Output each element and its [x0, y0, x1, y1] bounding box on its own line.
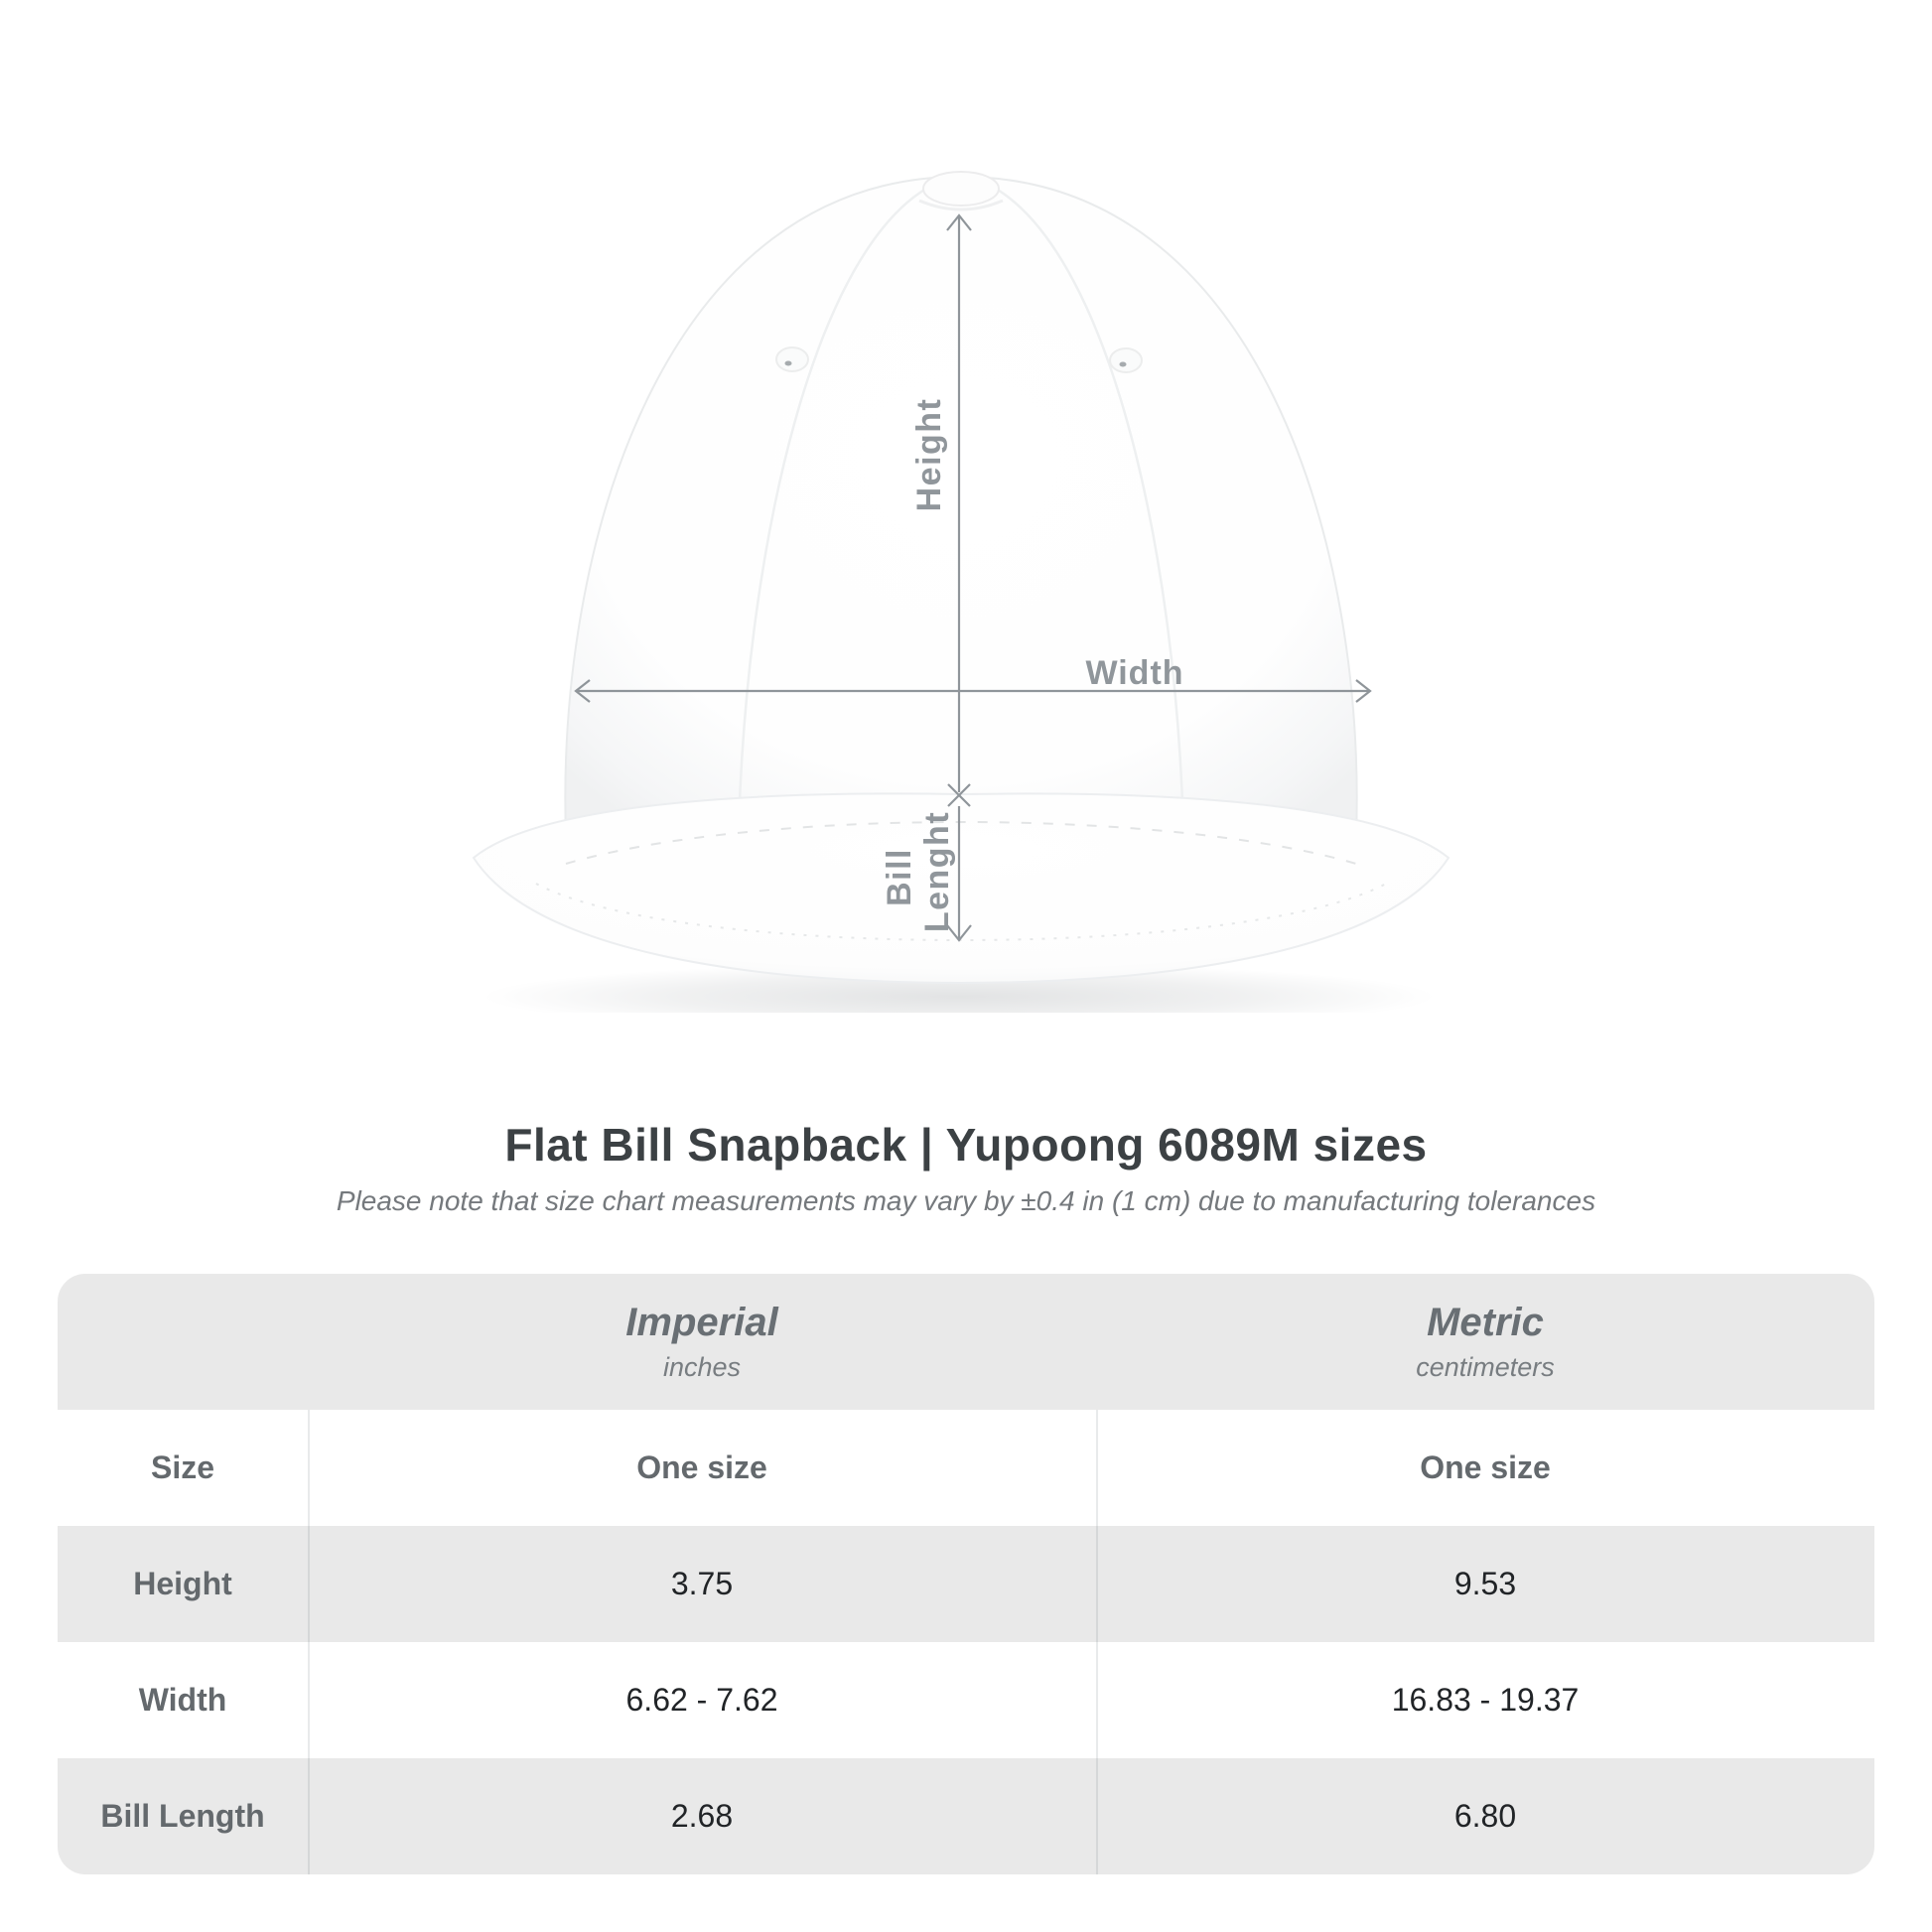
eyelet-left — [776, 347, 808, 371]
metric-unit: centimeters — [1416, 1352, 1555, 1382]
imperial-unit: inches — [662, 1352, 742, 1382]
height-label: Height — [910, 397, 948, 512]
hat-illustration — [417, 119, 1529, 1013]
page-subtitle: Please note that size chart measurements may vary by ±0.4 in (1 cm) due to manufacturing tolerances — [336, 1185, 1596, 1216]
width-imperial-value: 6.62 - 7.62 — [625, 1682, 778, 1718]
eyelet-right — [1110, 348, 1142, 372]
row-label-width: Width — [138, 1682, 227, 1718]
metric-title: Metric — [1427, 1301, 1544, 1344]
bill-length-imperial-value: 2.68 — [670, 1798, 734, 1834]
size-table — [58, 1274, 1874, 1874]
page-title: Flat Bill Snapback | Yupoong 6089M sizes — [504, 1119, 1428, 1171]
unit-header-metric — [1096, 1274, 1874, 1410]
table-row-height — [58, 1526, 1874, 1642]
title-block — [0, 1118, 1932, 1217]
height-imperial-value: 3.75 — [670, 1566, 734, 1601]
top-button — [923, 172, 999, 206]
height-metric-value: 9.53 — [1453, 1566, 1517, 1601]
column-divider-2 — [1096, 1410, 1098, 1874]
row-label-bill-length: Bill Length — [100, 1798, 265, 1834]
unit-header-imperial — [308, 1274, 1096, 1410]
imperial-title: Imperial — [625, 1301, 778, 1344]
column-divider-1 — [308, 1410, 310, 1874]
size-imperial-value: One size — [636, 1449, 767, 1485]
hat-size-diagram — [417, 119, 1529, 1013]
row-label-size: Size — [150, 1449, 215, 1485]
row-label-height: Height — [133, 1566, 232, 1601]
table-row-bill-length — [58, 1758, 1874, 1874]
hat-crown — [565, 177, 1356, 851]
bill-length-label: Bill Lenght — [881, 810, 956, 933]
width-label: Width — [1085, 654, 1184, 692]
table-row-width — [58, 1642, 1874, 1758]
header-empty-cell — [58, 1274, 308, 1410]
bill-length-metric-value: 6.80 — [1453, 1798, 1517, 1834]
size-metric-value: One size — [1420, 1449, 1551, 1485]
width-metric-value: 16.83 - 19.37 — [1391, 1682, 1580, 1718]
table-header-row — [58, 1274, 1874, 1410]
table-row-size — [58, 1410, 1874, 1526]
